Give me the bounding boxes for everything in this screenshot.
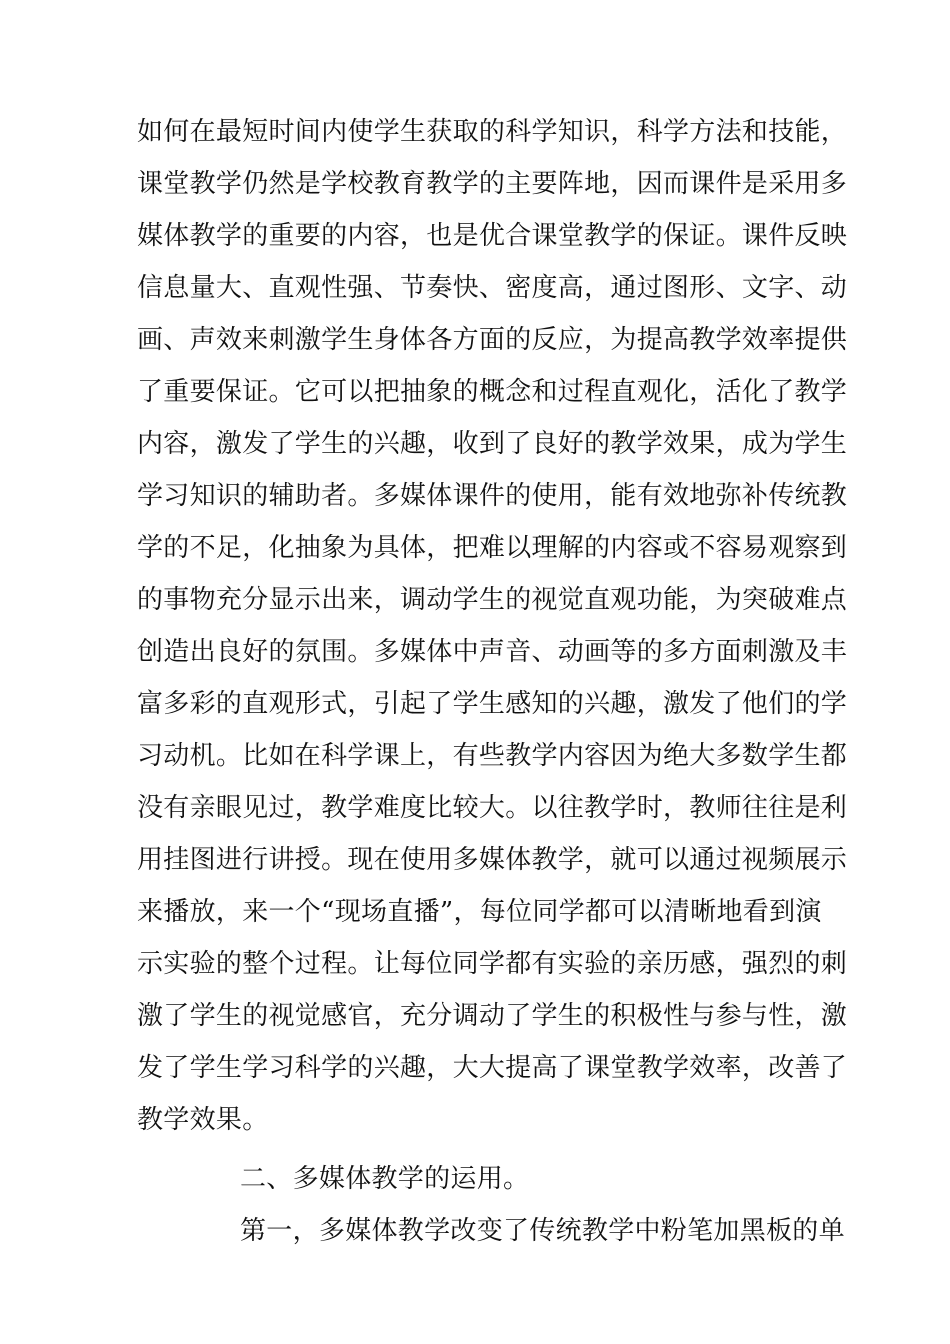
- body-text-line: 内容，激发了学生的兴趣，收到了良好的教学效果，成为学生: [137, 429, 848, 459]
- body-text-line: 创造出良好的氛围。多媒体中声音、动画等的多方面刺激及丰: [137, 637, 848, 667]
- body-text-line: 媒体教学的重要的内容，也是优合课堂教学的保证。课件反映: [137, 221, 848, 251]
- body-text-line: 习动机。比如在科学课上，有些教学内容因为绝大多数学生都: [137, 741, 848, 771]
- body-text-line: 示实验的整个过程。让每位同学都有实验的亲历感，强烈的刺: [137, 949, 848, 979]
- body-text-line: 教学效果。: [137, 1105, 269, 1135]
- body-text-line: 课堂教学仍然是学校教育教学的主要阵地，因而课件是采用多: [137, 169, 848, 199]
- body-text-line: 如何在最短时间内使学生获取的科学知识，科学方法和技能，: [137, 117, 848, 147]
- body-text-line: 学的不足，化抽象为具体，把难以理解的内容或不容易观察到: [137, 533, 848, 563]
- section-heading: 二、多媒体教学的运用。: [240, 1164, 530, 1194]
- body-text-line: 了重要保证。它可以把抽象的概念和过程直观化，活化了教学: [137, 377, 848, 407]
- body-text-line: 画、声效来刺激学生身体各方面的反应，为提高教学效率提供: [137, 325, 848, 355]
- body-text-line: 来播放，来一个“现场直播”，每位同学都可以清晰地看到演: [137, 897, 822, 927]
- body-text-line: 激了学生的视觉感官，充分调动了学生的积极性与参与性，激: [137, 1001, 848, 1031]
- body-text-line: 用挂图进行讲授。现在使用多媒体教学，就可以通过视频展示: [137, 845, 848, 875]
- body-text-line: 信息量大、直观性强、节奏快、密度高，通过图形、文字、动: [137, 273, 848, 303]
- body-text-line: 富多彩的直观形式，引起了学生感知的兴趣，激发了他们的学: [137, 689, 848, 719]
- body-text-line: 的事物充分显示出来，调动学生的视觉直观功能，为突破难点: [137, 585, 848, 615]
- paragraph-first-line: 第一，多媒体教学改变了传统教学中粉笔加黑板的单: [240, 1216, 845, 1246]
- body-text-line: 没有亲眼见过，教学难度比较大。以往教学时，教师往往是利: [137, 793, 848, 823]
- body-text-line: 学习知识的辅助者。多媒体课件的使用，能有效地弥补传统教: [137, 481, 848, 511]
- body-text-line: 发了学生学习科学的兴趣，大大提高了课堂教学效率，改善了: [137, 1053, 848, 1083]
